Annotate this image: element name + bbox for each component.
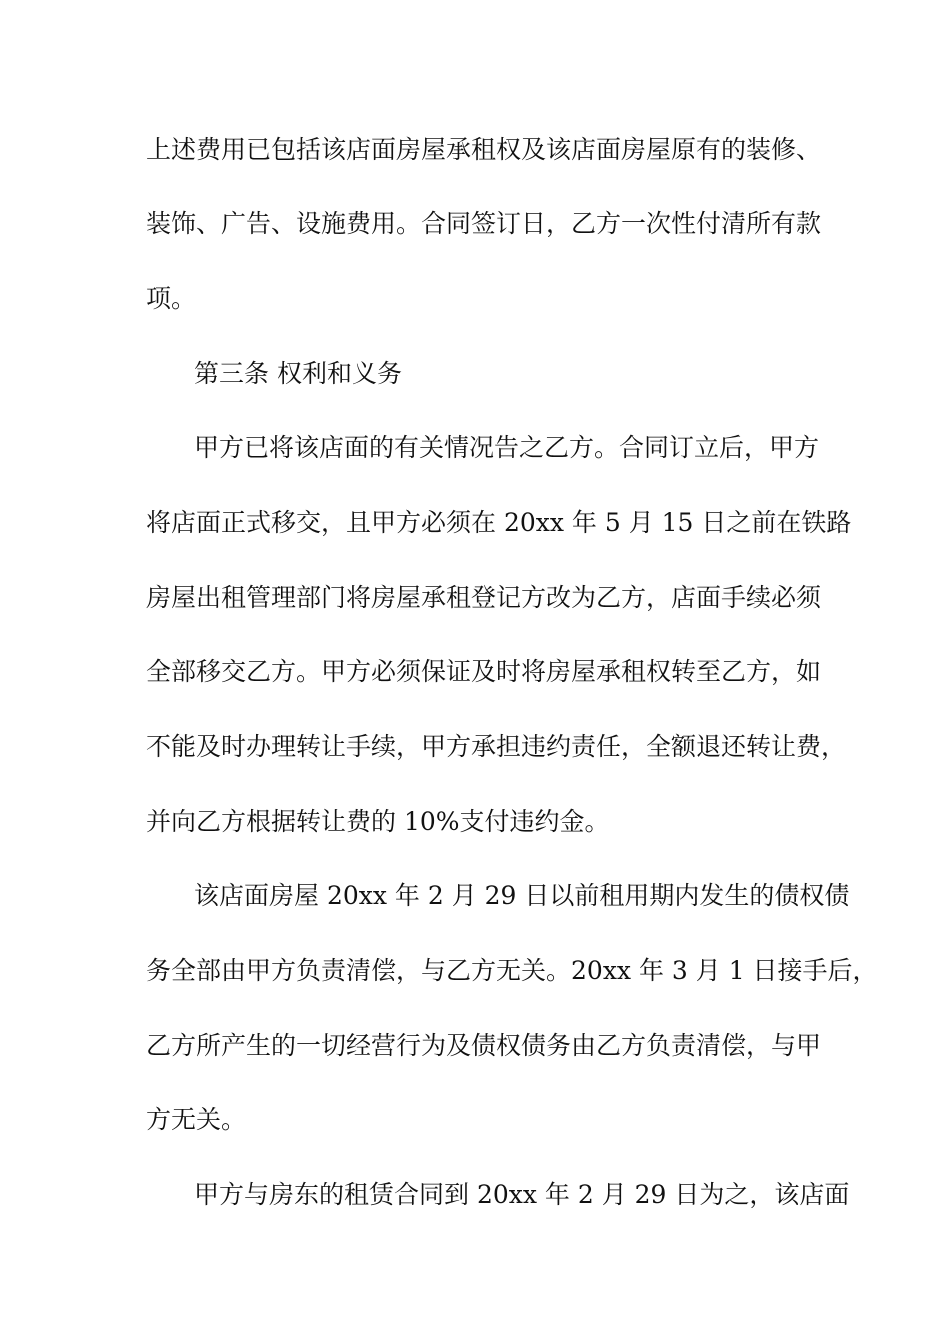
section-heading: 第三条 权利和义务 <box>194 359 402 388</box>
paragraph-line-14: 方无关。 <box>146 1105 247 1134</box>
paragraph-line-13: 乙方所产生的一切经营行为及债权债务由乙方负责清偿，与甲 <box>146 1031 822 1060</box>
paragraph-line-10: 并向乙方根据转让费的 10%支付违约金。 <box>146 807 610 836</box>
paragraph-line-8: 全部移交乙方。甲方必须保证及时将房屋承租权转至乙方，如 <box>146 657 822 686</box>
paragraph-line-6: 将店面正式移交，且甲方必须在 20xx 年 5 月 15 日之前在铁路 <box>146 508 852 537</box>
paragraph-line-12: 务全部由甲方负责清偿，与乙方无关。20xx 年 3 月 1 日接手后， <box>146 956 878 985</box>
paragraph-line-15: 甲方与房东的租赁合同到 20xx 年 2 月 29 日为之，该店面 <box>194 1180 850 1209</box>
paragraph-line-7: 房屋出租管理部门将房屋承租登记方改为乙方，店面手续必须 <box>146 583 822 612</box>
paragraph-line-5: 甲方已将该店面的有关情况告之乙方。合同订立后，甲方 <box>194 433 820 462</box>
paragraph-line-9: 不能及时办理转让手续，甲方承担违约责任，全额退还转让费， <box>146 732 847 761</box>
paragraph-line-3: 项。 <box>146 284 197 313</box>
paragraph-line-2: 装饰、广告、设施费用。合同签订日，乙方一次性付清所有款 <box>146 209 822 238</box>
paragraph-line-11: 该店面房屋 20xx 年 2 月 29 日以前租用期内发生的债权债 <box>194 881 850 910</box>
paragraph-line-1: 上述费用已包括该店面房屋承租权及该店面房屋原有的装修、 <box>146 135 822 164</box>
